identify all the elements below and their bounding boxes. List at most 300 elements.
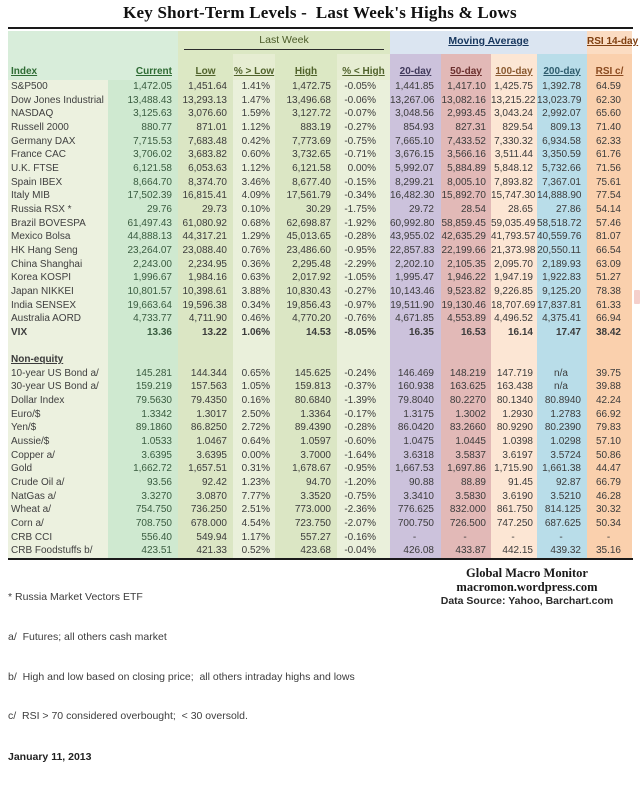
cell-low: 13.22 (178, 326, 233, 340)
table-row (8, 312, 632, 326)
cell-pct-above-low: 3.46% (233, 176, 275, 190)
cell-ma-200day: 4,375.41 (537, 312, 587, 326)
cell-rsi: 30.32 (587, 503, 632, 517)
cell-pct-below-high: -2.36% (337, 503, 390, 517)
cell-ma-100day: 861.750 (491, 503, 537, 517)
cell-low: 7,683.48 (178, 135, 233, 149)
row-label: CRB CCI (8, 531, 108, 545)
cell-rsi: 54.14 (587, 203, 632, 217)
cell-pct-below-high (337, 339, 390, 353)
cell-current: 3,706.02 (108, 148, 178, 162)
row-label: Dollar Index (8, 394, 108, 408)
cell-pct-above-low: 0.34% (233, 299, 275, 313)
cell-pct-below-high: -0.34% (337, 189, 390, 203)
row-label: France CAC (8, 148, 108, 162)
cell-ma-100day: 9,226.85 (491, 285, 537, 299)
cell-current: 423.51 (108, 544, 178, 558)
cell-pct-below-high: -0.28% (337, 230, 390, 244)
cell-pct-above-low: 2.51% (233, 503, 275, 517)
cell-pct-below-high: -1.39% (337, 394, 390, 408)
cell-high (275, 353, 337, 367)
col-header-low: Low (178, 54, 233, 80)
table-row (8, 326, 632, 340)
cell-ma-200day: 9,125.20 (537, 285, 587, 299)
cell-pct-below-high: -0.15% (337, 176, 390, 190)
cell-ma-50day: 4,553.89 (441, 312, 491, 326)
cell-ma-20day (390, 339, 441, 353)
group-header-index-block (8, 31, 178, 54)
cell-pct-below-high: -0.76% (337, 312, 390, 326)
cell-ma-200day: 1,922.83 (537, 271, 587, 285)
cell-high: 3,732.65 (275, 148, 337, 162)
cell-current: 2,243.00 (108, 258, 178, 272)
cell-rsi: 66.94 (587, 312, 632, 326)
cell-high: 62,698.87 (275, 217, 337, 231)
cell-ma-50day: 3.5837 (441, 449, 491, 463)
cell-high: 30.29 (275, 203, 337, 217)
cell-pct-above-low: 0.60% (233, 148, 275, 162)
section-label: Non-equity (8, 353, 108, 367)
cell-ma-200day: 3,350.59 (537, 148, 587, 162)
cell-pct-below-high: -0.04% (337, 544, 390, 558)
cell-current: 1.3342 (108, 408, 178, 422)
footnote-c: c/ RSI > 70 considered overbought; < 30 oversold. (8, 710, 248, 723)
cell-ma-200day (537, 353, 587, 367)
cell-rsi: 39.88 (587, 380, 632, 394)
row-label: U.K. FTSE (8, 162, 108, 176)
cell-high: 23,486.60 (275, 244, 337, 258)
cell-ma-50day: 16.53 (441, 326, 491, 340)
cell-rsi: 81.07 (587, 230, 632, 244)
cell-ma-100day: 1.0398 (491, 435, 537, 449)
title-divider (8, 27, 633, 29)
cell-ma-100day: 15,747.30 (491, 190, 536, 202)
cell-rsi: 44.47 (587, 462, 632, 476)
cell-current: 17,502.39 (108, 189, 178, 203)
cell-ma-20day: 2,202.10 (390, 258, 441, 272)
row-label: Spain IBEX (8, 176, 108, 190)
cell-pct-above-low: 1.41% (233, 80, 275, 94)
cell-low: 92.42 (178, 476, 233, 490)
cell-ma-50day: 58,859.45 (441, 217, 491, 231)
cell-ma-20day: 426.08 (390, 544, 441, 558)
cell-pct-below-high: -0.05% (337, 80, 390, 94)
cell-pct-above-low: 0.63% (233, 271, 275, 285)
col-header-pct-below-high: % < High (337, 54, 390, 80)
cell-high: 3,127.72 (275, 107, 337, 121)
table-row (8, 462, 632, 476)
cell-ma-20day: 1,995.47 (390, 271, 441, 285)
cell-ma-100day: 91.45 (491, 476, 537, 490)
cell-ma-200day: 80.8940 (537, 394, 587, 408)
cell-ma-100day: 442.15 (491, 544, 537, 558)
cell-current: 10,801.57 (108, 285, 178, 299)
cell-low: 13,293.13 (178, 94, 233, 108)
cell-ma-200day: 14,888.90 (537, 189, 587, 203)
cell-rsi: 71.40 (587, 121, 632, 135)
cell-high: 723.750 (275, 517, 337, 531)
cell-pct-below-high: -0.06% (337, 94, 390, 108)
cell-low: 1.0467 (178, 435, 233, 449)
cell-ma-200day: 92.87 (537, 476, 587, 490)
moving-average-label: Moving Average (448, 35, 529, 47)
cell-rsi (587, 353, 632, 367)
cell-ma-100day: 18,707.69 (491, 299, 536, 311)
cell-rsi: 39.75 (587, 367, 632, 381)
group-header-row (8, 31, 639, 54)
cell-pct-above-low: 1.47% (233, 94, 275, 108)
cell-ma-200day: 1.0298 (537, 435, 587, 449)
cell-high: 13,496.68 (275, 94, 337, 108)
cell-ma-100day: 80.9290 (491, 421, 537, 435)
cell-low: 79.4350 (178, 394, 233, 408)
cell-pct-below-high: -0.95% (337, 462, 390, 476)
col-header-100day: 100-day (491, 54, 537, 80)
cell-ma-200day (537, 339, 587, 353)
cell-low: 1,984.16 (178, 271, 233, 285)
cell-current: 556.40 (108, 531, 178, 545)
cell-ma-100day: 3,043.24 (491, 107, 537, 121)
cell-high: 1.3364 (275, 408, 337, 422)
cell-pct-below-high: -0.27% (337, 121, 390, 135)
footnote-russia: * Russia Market Vectors ETF (8, 591, 143, 604)
cell-high: 145.625 (275, 367, 337, 381)
cell-ma-20day: 16.35 (390, 326, 441, 340)
cell-low (178, 339, 233, 353)
table-row (8, 476, 632, 490)
cell-pct-below-high: -1.75% (337, 203, 390, 217)
cell-ma-200day: 2,189.93 (537, 258, 587, 272)
row-label: VIX (8, 326, 108, 340)
table-row (8, 285, 632, 299)
cell-rsi: 61.33 (587, 299, 632, 313)
cell-ma-50day: 7,433.52 (441, 135, 491, 149)
cell-ma-100day: 80.1340 (491, 394, 537, 408)
cell-low: 3.6395 (178, 449, 233, 463)
cell-ma-200day: n/a (537, 367, 587, 381)
cell-pct-below-high: -0.75% (337, 135, 390, 149)
cell-pct-below-high: -0.17% (337, 408, 390, 422)
footnote-b: b/ High and low based on closing price; all others intraday highs and lows (8, 670, 355, 683)
row-label: Russia RSX * (8, 203, 108, 217)
table-row (8, 299, 632, 313)
table-row (8, 517, 632, 531)
cell-pct-below-high: -2.07% (337, 517, 390, 531)
spacer-row (8, 339, 632, 353)
cell-low: 3.0870 (178, 490, 233, 504)
cell-ma-50day: 42,635.29 (441, 230, 491, 244)
cell-current: 29.76 (108, 203, 178, 217)
row-label: S&P500 (8, 80, 108, 94)
cell-ma-50day: 83.2660 (441, 421, 491, 435)
table-row (8, 121, 632, 135)
row-label: Corn a/ (8, 517, 108, 531)
table-row (8, 189, 632, 203)
cell-rsi: 61.76 (587, 148, 632, 162)
cell-pct-below-high: -0.27% (337, 285, 390, 299)
cell-ma-200day: - (537, 531, 587, 545)
cell-ma-200day: 20,550.11 (537, 244, 587, 258)
cell-high: 3.3520 (275, 490, 337, 504)
cell-rsi: 66.92 (587, 408, 632, 422)
row-label: Korea KOSPI (8, 271, 108, 285)
table-row (8, 408, 632, 422)
cell-ma-100day: 3,511.44 (491, 148, 537, 162)
row-label: Brazil BOVESPA (8, 217, 108, 231)
cell-ma-50day: 5,884.89 (441, 162, 491, 176)
cell-low: 23,088.40 (178, 244, 233, 258)
cell-rsi: 57.10 (587, 435, 632, 449)
cell-ma-200day: 40,559.76 (537, 230, 587, 244)
cell-current: 89.1860 (108, 421, 178, 435)
report-sheet (0, 3, 640, 763)
cell-high: 89.4390 (275, 421, 337, 435)
cell-ma-200day: 17,837.81 (537, 299, 587, 313)
cell-low: 8,374.70 (178, 176, 233, 190)
cell-low: 61,080.92 (178, 217, 233, 231)
cell-rsi: 50.86 (587, 449, 632, 463)
cell-ma-20day: 90.88 (390, 476, 441, 490)
group-header-rsi (587, 31, 639, 54)
cell-rsi: 46.28 (587, 490, 632, 504)
table-row (8, 271, 632, 285)
cell-high: 14.53 (275, 326, 337, 340)
cell-ma-20day: 79.8040 (390, 394, 441, 408)
table-row (8, 217, 632, 231)
cell-pct-below-high: -0.71% (337, 148, 390, 162)
cell-current: 1,472.05 (108, 80, 178, 94)
cell-high: 2,017.92 (275, 271, 337, 285)
row-label: Yen/$ (8, 421, 108, 435)
cell-pct-above-low: 3.88% (233, 285, 275, 299)
cell-current: 79.5630 (108, 394, 178, 408)
cell-high: 1,472.75 (275, 80, 337, 94)
row-label (8, 339, 108, 353)
cell-rsi: 75.61 (587, 176, 632, 190)
cell-pct-below-high: -1.05% (337, 271, 390, 285)
cell-current: 880.77 (108, 121, 178, 135)
cell-ma-100day: 1.2930 (491, 408, 537, 422)
cell-low: 421.33 (178, 544, 233, 558)
table-row (8, 203, 632, 217)
cell-rsi: 62.30 (587, 94, 632, 108)
cell-current: 145.281 (108, 367, 178, 381)
cell-high: 1.0597 (275, 435, 337, 449)
footnotes (8, 565, 422, 790)
cell-ma-20day: 1.3175 (390, 408, 441, 422)
table-row (8, 435, 632, 449)
cell-rsi: 79.83 (587, 421, 632, 435)
cell-ma-20day: 5,992.07 (390, 162, 441, 176)
cell-current: 1,996.67 (108, 271, 178, 285)
cell-ma-20day: 3.3410 (390, 490, 441, 504)
cell-low: 29.73 (178, 203, 233, 217)
cell-ma-100day: 41,793.57 (491, 231, 536, 243)
table-row (8, 258, 632, 272)
cell-low: 4,711.90 (178, 312, 233, 326)
cell-ma-50day: 22,199.66 (441, 244, 491, 258)
cell-pct-above-low: 7.77% (233, 490, 275, 504)
cell-ma-50day: 80.2270 (441, 394, 491, 408)
cell-low: 549.94 (178, 531, 233, 545)
cell-current: 19,663.64 (108, 299, 178, 313)
cell-ma-50day: 1.3002 (441, 408, 491, 422)
cell-low: 678.000 (178, 517, 233, 531)
cell-ma-100day: 7,893.82 (491, 176, 537, 190)
cell-pct-above-low: 0.46% (233, 312, 275, 326)
cell-ma-100day: 829.54 (491, 121, 537, 135)
cell-current: 708.750 (108, 517, 178, 531)
cell-pct-above-low (233, 339, 275, 353)
cell-ma-50day: 9,523.82 (441, 285, 491, 299)
cell-rsi: 42.24 (587, 394, 632, 408)
cell-current: 8,664.70 (108, 176, 178, 190)
cell-pct-above-low: 1.23% (233, 476, 275, 490)
cell-rsi: 35.16 (587, 544, 632, 558)
cell-rsi (587, 339, 632, 353)
row-label: 30-year US Bond a/ (8, 380, 108, 394)
cell-pct-above-low: 1.12% (233, 121, 275, 135)
cell-ma-200day: 2,992.07 (537, 107, 587, 121)
cell-high: 10,830.43 (275, 285, 337, 299)
cell-high: 4,770.20 (275, 312, 337, 326)
cell-pct-above-low (233, 353, 275, 367)
cell-ma-50day: 88.89 (441, 476, 491, 490)
cell-current: 93.56 (108, 476, 178, 490)
table-row (8, 244, 632, 258)
cell-ma-20day: 29.72 (390, 203, 441, 217)
cell-pct-below-high: -1.64% (337, 449, 390, 463)
cell-ma-50day: 1,417.10 (441, 80, 491, 94)
table-row (8, 544, 632, 558)
cell-ma-200day: 1.2783 (537, 408, 587, 422)
cell-low: 44,317.21 (178, 230, 233, 244)
cell-ma-50day: 1.0445 (441, 435, 491, 449)
cell-high: 1,678.67 (275, 462, 337, 476)
table-row (8, 490, 632, 504)
cell-current: 754.750 (108, 503, 178, 517)
cell-ma-20day: 19,511.90 (390, 299, 441, 313)
cell-pct-below-high: -1.20% (337, 476, 390, 490)
col-header-rsi: RSI c/ (587, 54, 632, 80)
cell-pct-below-high: -1.92% (337, 217, 390, 231)
cell-current: 44,888.13 (108, 230, 178, 244)
cell-current: 159.219 (108, 380, 178, 394)
cell-high: 423.68 (275, 544, 337, 558)
cell-pct-above-low: 0.42% (233, 135, 275, 149)
cell-ma-200day: 439.32 (537, 544, 587, 558)
cell-ma-20day: - (390, 531, 441, 545)
table-row (8, 230, 632, 244)
cell-ma-200day: 58,518.72 (537, 217, 587, 231)
cell-pct-above-low: 1.06% (233, 326, 275, 340)
cell-low: 3,076.60 (178, 107, 233, 121)
cell-rsi: 65.60 (587, 107, 632, 121)
cell-rsi: 66.79 (587, 476, 632, 490)
cell-current: 3.6395 (108, 449, 178, 463)
cell-high: 2,295.48 (275, 258, 337, 272)
cell-ma-50day (441, 339, 491, 353)
cell-ma-20day: 22,857.83 (390, 244, 441, 258)
cell-ma-100day: 59,035.49 (491, 217, 536, 229)
cell-ma-20day: 3,048.56 (390, 107, 441, 121)
cell-high: 19,856.43 (275, 299, 337, 313)
cell-pct-below-high: -0.07% (337, 107, 390, 121)
row-label: NASDAQ (8, 107, 108, 121)
cell-rsi: 50.34 (587, 517, 632, 531)
cell-ma-20day: 854.93 (390, 121, 441, 135)
cell-ma-20day: 7,665.10 (390, 135, 441, 149)
cell-rsi: 62.33 (587, 135, 632, 149)
cell-high: 883.19 (275, 121, 337, 135)
cell-ma-100day: 1,425.75 (491, 80, 537, 94)
cell-ma-100day: 147.719 (491, 367, 537, 381)
cell-pct-below-high: -0.97% (337, 299, 390, 313)
row-label: Wheat a/ (8, 503, 108, 517)
table-row (8, 449, 632, 463)
cell-pct-below-high: -0.16% (337, 531, 390, 545)
row-label: China Shanghai (8, 258, 108, 272)
cell-high: 17,561.79 (275, 189, 337, 203)
last-week-label: Last Week (184, 31, 383, 50)
cell-ma-50day: 148.219 (441, 367, 491, 381)
cell-ma-200day: n/a (537, 380, 587, 394)
cell-ma-200day: 13,023.79 (537, 94, 587, 108)
table-row (8, 148, 632, 162)
cell-ma-50day: 13,082.16 (441, 94, 491, 108)
cell-ma-50day: 19,130.46 (441, 299, 491, 313)
cell-current: 61,497.43 (108, 217, 178, 231)
row-label: HK Hang Seng (8, 244, 108, 258)
cell-current: 23,264.07 (108, 244, 178, 258)
cell-low: 2,234.95 (178, 258, 233, 272)
table-row (8, 380, 632, 394)
table-row (8, 107, 632, 121)
row-label: Mexico Bolsa (8, 230, 108, 244)
cell-ma-200day: 27.86 (537, 203, 587, 217)
col-header-200day: 200-day (537, 54, 587, 80)
row-label: India SENSEX (8, 299, 108, 313)
brand-block (422, 566, 632, 609)
cell-rsi: 51.27 (587, 271, 632, 285)
cell-pct-above-low: 1.17% (233, 531, 275, 545)
row-label: Germany DAX (8, 135, 108, 149)
cell-ma-200day: 6,934.58 (537, 135, 587, 149)
cell-pct-above-low: 1.29% (233, 230, 275, 244)
cell-ma-50day: 726.500 (441, 517, 491, 531)
row-label: Crude Oil a/ (8, 476, 108, 490)
section-row (8, 353, 632, 367)
row-label: Japan NIKKEI (8, 285, 108, 299)
cell-ma-100day: 5,848.12 (491, 162, 537, 176)
table-bottom-divider (8, 558, 633, 560)
cell-ma-100day: 3.6197 (491, 449, 537, 463)
cell-pct-above-low: 0.00% (233, 449, 275, 463)
cell-pct-above-low: 0.36% (233, 258, 275, 272)
cell-pct-below-high: -2.29% (337, 258, 390, 272)
table-row (8, 80, 632, 94)
cell-pct-above-low: 1.05% (233, 380, 275, 394)
cell-ma-20day: 3.6318 (390, 449, 441, 463)
cell-ma-20day: 86.0420 (390, 421, 441, 435)
table-row (8, 531, 632, 545)
cell-high: 7,773.69 (275, 135, 337, 149)
cell-rsi: 64.59 (587, 80, 632, 94)
brand-url: macromon.wordpress.com (456, 580, 598, 595)
cell-high: 6,121.58 (275, 162, 337, 176)
cell-ma-200day: 687.625 (537, 517, 587, 531)
cell-low: 19,596.38 (178, 299, 233, 313)
